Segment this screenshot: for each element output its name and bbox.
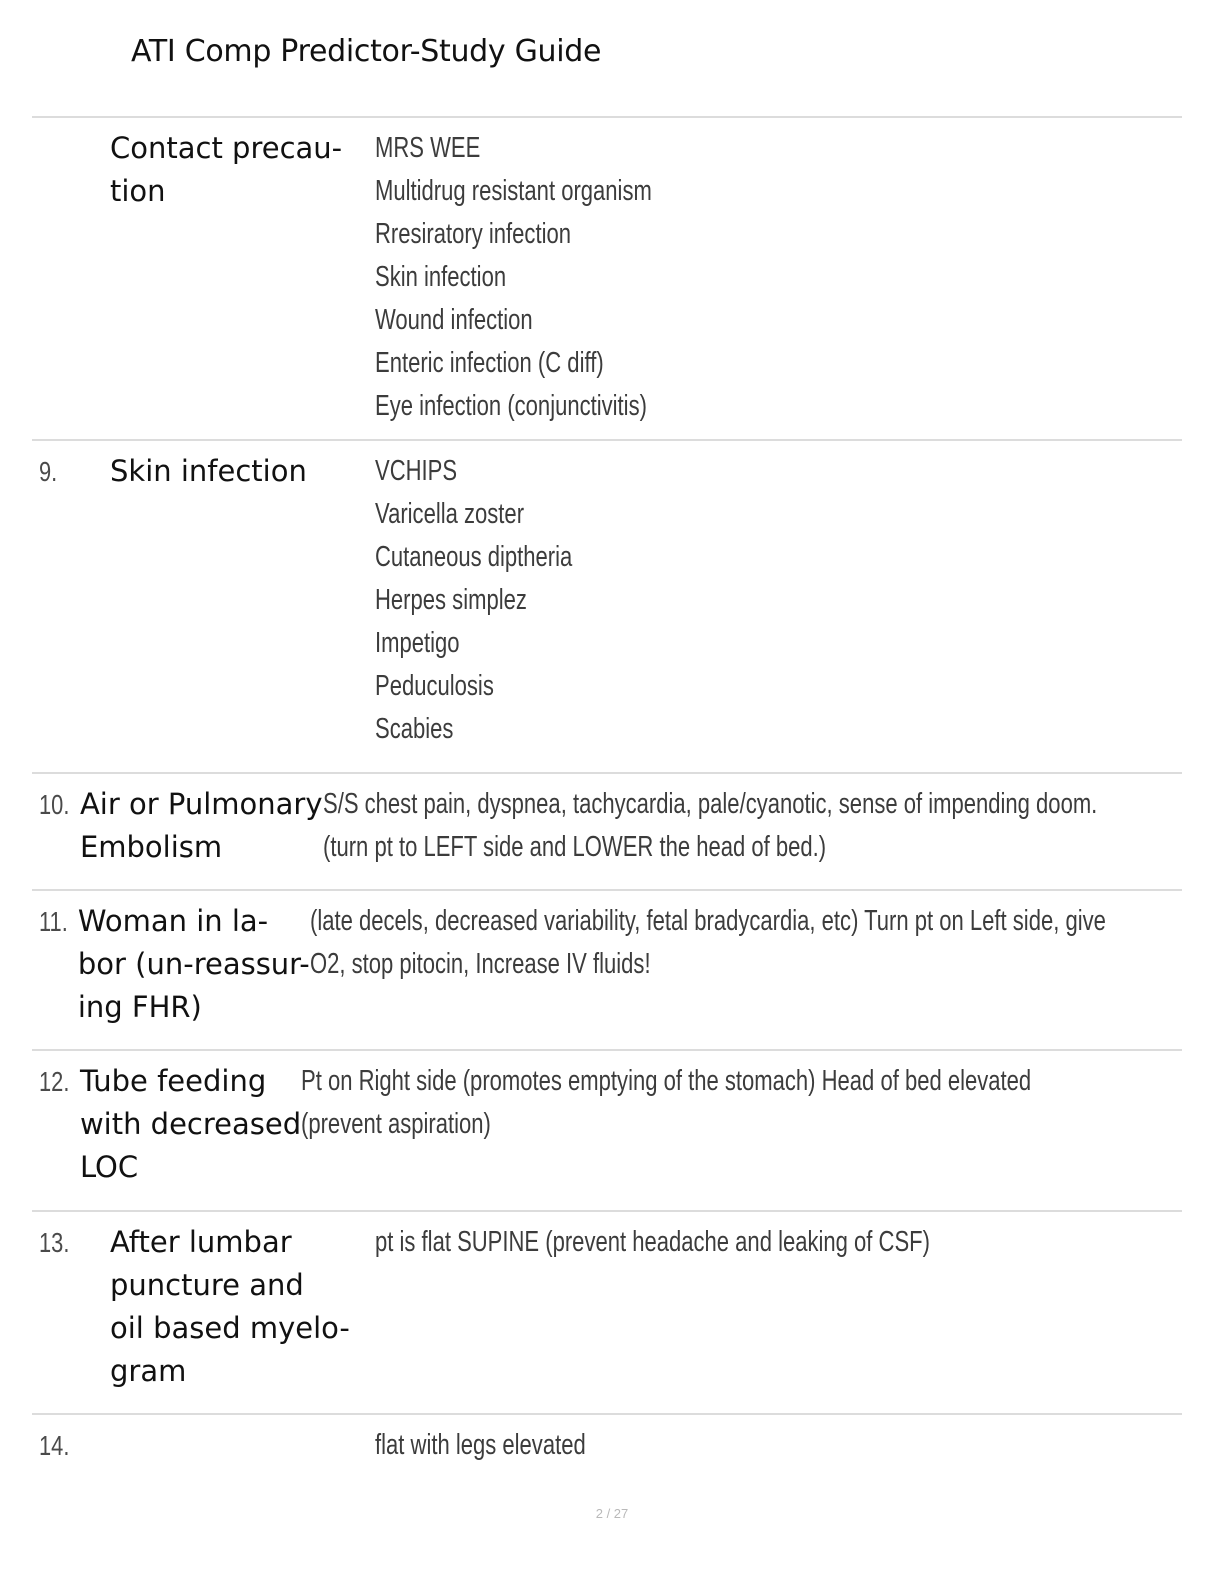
row-details bbox=[375, 1424, 1182, 1467]
topic-line: Skin infection bbox=[110, 454, 307, 488]
topic-line: bor (un-reassur- bbox=[77, 947, 310, 981]
detail-line: pt is flat SUPINE (prevent headache and leaking of CSF) bbox=[375, 1226, 930, 1258]
row-number: 12. bbox=[39, 1066, 70, 1097]
detail-line: (turn pt to LEFT side and LOWER the head of bed.) bbox=[322, 831, 826, 863]
row-topic bbox=[110, 127, 375, 213]
topic-line: Tube feeding bbox=[79, 1064, 267, 1098]
detail-line: O2, stop pitocin, Increase IV fluids! bbox=[309, 948, 651, 980]
table-row bbox=[32, 1413, 1182, 1483]
study-guide-table bbox=[32, 116, 1182, 1483]
topic-line: Woman in la- bbox=[77, 904, 269, 938]
row-number: 11. bbox=[39, 906, 68, 937]
row-number: 9. bbox=[39, 456, 58, 487]
topic-line: oil based myelo- bbox=[110, 1311, 350, 1345]
detail-line: Rresiratory infection bbox=[375, 218, 571, 250]
row-details bbox=[310, 900, 1224, 986]
detail-line: Peduculosis bbox=[375, 670, 494, 702]
detail-line: S/S chest pain, dyspnea, tachycardia, pale/cyanotic, sense of impending doom. bbox=[322, 788, 1097, 820]
detail-line: MRS WEE bbox=[375, 132, 481, 164]
detail-line: Herpes simplez bbox=[375, 584, 527, 616]
topic-line: Air or Pulmonary bbox=[79, 787, 323, 821]
detail-line: Skin infection bbox=[375, 261, 507, 293]
topic-line: puncture and bbox=[110, 1268, 304, 1302]
table-row bbox=[32, 439, 1182, 772]
detail-line: Multidrug resistant organism bbox=[375, 175, 652, 207]
table-row bbox=[32, 772, 1182, 889]
row-topic bbox=[110, 1221, 375, 1393]
row-topic bbox=[110, 450, 375, 493]
row-number: 14. bbox=[39, 1430, 70, 1461]
detail-line: Cutaneous diptheria bbox=[375, 541, 573, 573]
topic-line: ing FHR) bbox=[77, 990, 202, 1024]
detail-line: Enteric infection (C diff) bbox=[375, 347, 604, 379]
row-details bbox=[323, 783, 1224, 869]
detail-line: flat with legs elevated bbox=[375, 1429, 586, 1461]
topic-line: After lumbar bbox=[110, 1225, 292, 1259]
topic-line: with decreased bbox=[79, 1107, 302, 1141]
topic-line: Embolism bbox=[79, 830, 223, 864]
detail-line: Wound infection bbox=[375, 304, 533, 336]
row-details bbox=[375, 1221, 1182, 1264]
topic-line: tion bbox=[110, 174, 166, 208]
row-number: 13. bbox=[39, 1227, 70, 1258]
topic-line: gram bbox=[110, 1354, 187, 1388]
row-details bbox=[301, 1060, 1224, 1146]
row-topic bbox=[78, 900, 310, 1029]
row-topic bbox=[80, 783, 323, 869]
detail-line: (late decels, decreased variability, fetal bradycardia, etc) Turn pt on Left side, give bbox=[309, 905, 1106, 937]
row-details bbox=[375, 450, 1182, 751]
detail-line: Eye infection (conjunctivitis) bbox=[375, 390, 647, 422]
page-number: 2 / 27 bbox=[595, 1506, 629, 1521]
detail-line: Varicella zoster bbox=[375, 498, 525, 530]
table-row bbox=[32, 1210, 1182, 1413]
table-row bbox=[32, 889, 1182, 1049]
topic-line: Contact precau- bbox=[110, 131, 343, 165]
row-details bbox=[375, 127, 1182, 428]
detail-line: (prevent aspiration) bbox=[301, 1108, 492, 1140]
row-topic bbox=[80, 1060, 301, 1189]
detail-line: Pt on Right side (promotes emptying of the stomach) Head of bed elevated bbox=[301, 1065, 1032, 1097]
detail-line: VCHIPS bbox=[375, 455, 458, 487]
detail-line: Scabies bbox=[375, 713, 454, 745]
topic-line: LOC bbox=[79, 1150, 139, 1184]
row-number: 10. bbox=[39, 789, 70, 820]
table-row bbox=[32, 1049, 1182, 1210]
document-title: ATI Comp Predictor-Study Guide bbox=[131, 34, 602, 69]
detail-line: Impetigo bbox=[375, 627, 460, 659]
table-row bbox=[32, 116, 1182, 439]
